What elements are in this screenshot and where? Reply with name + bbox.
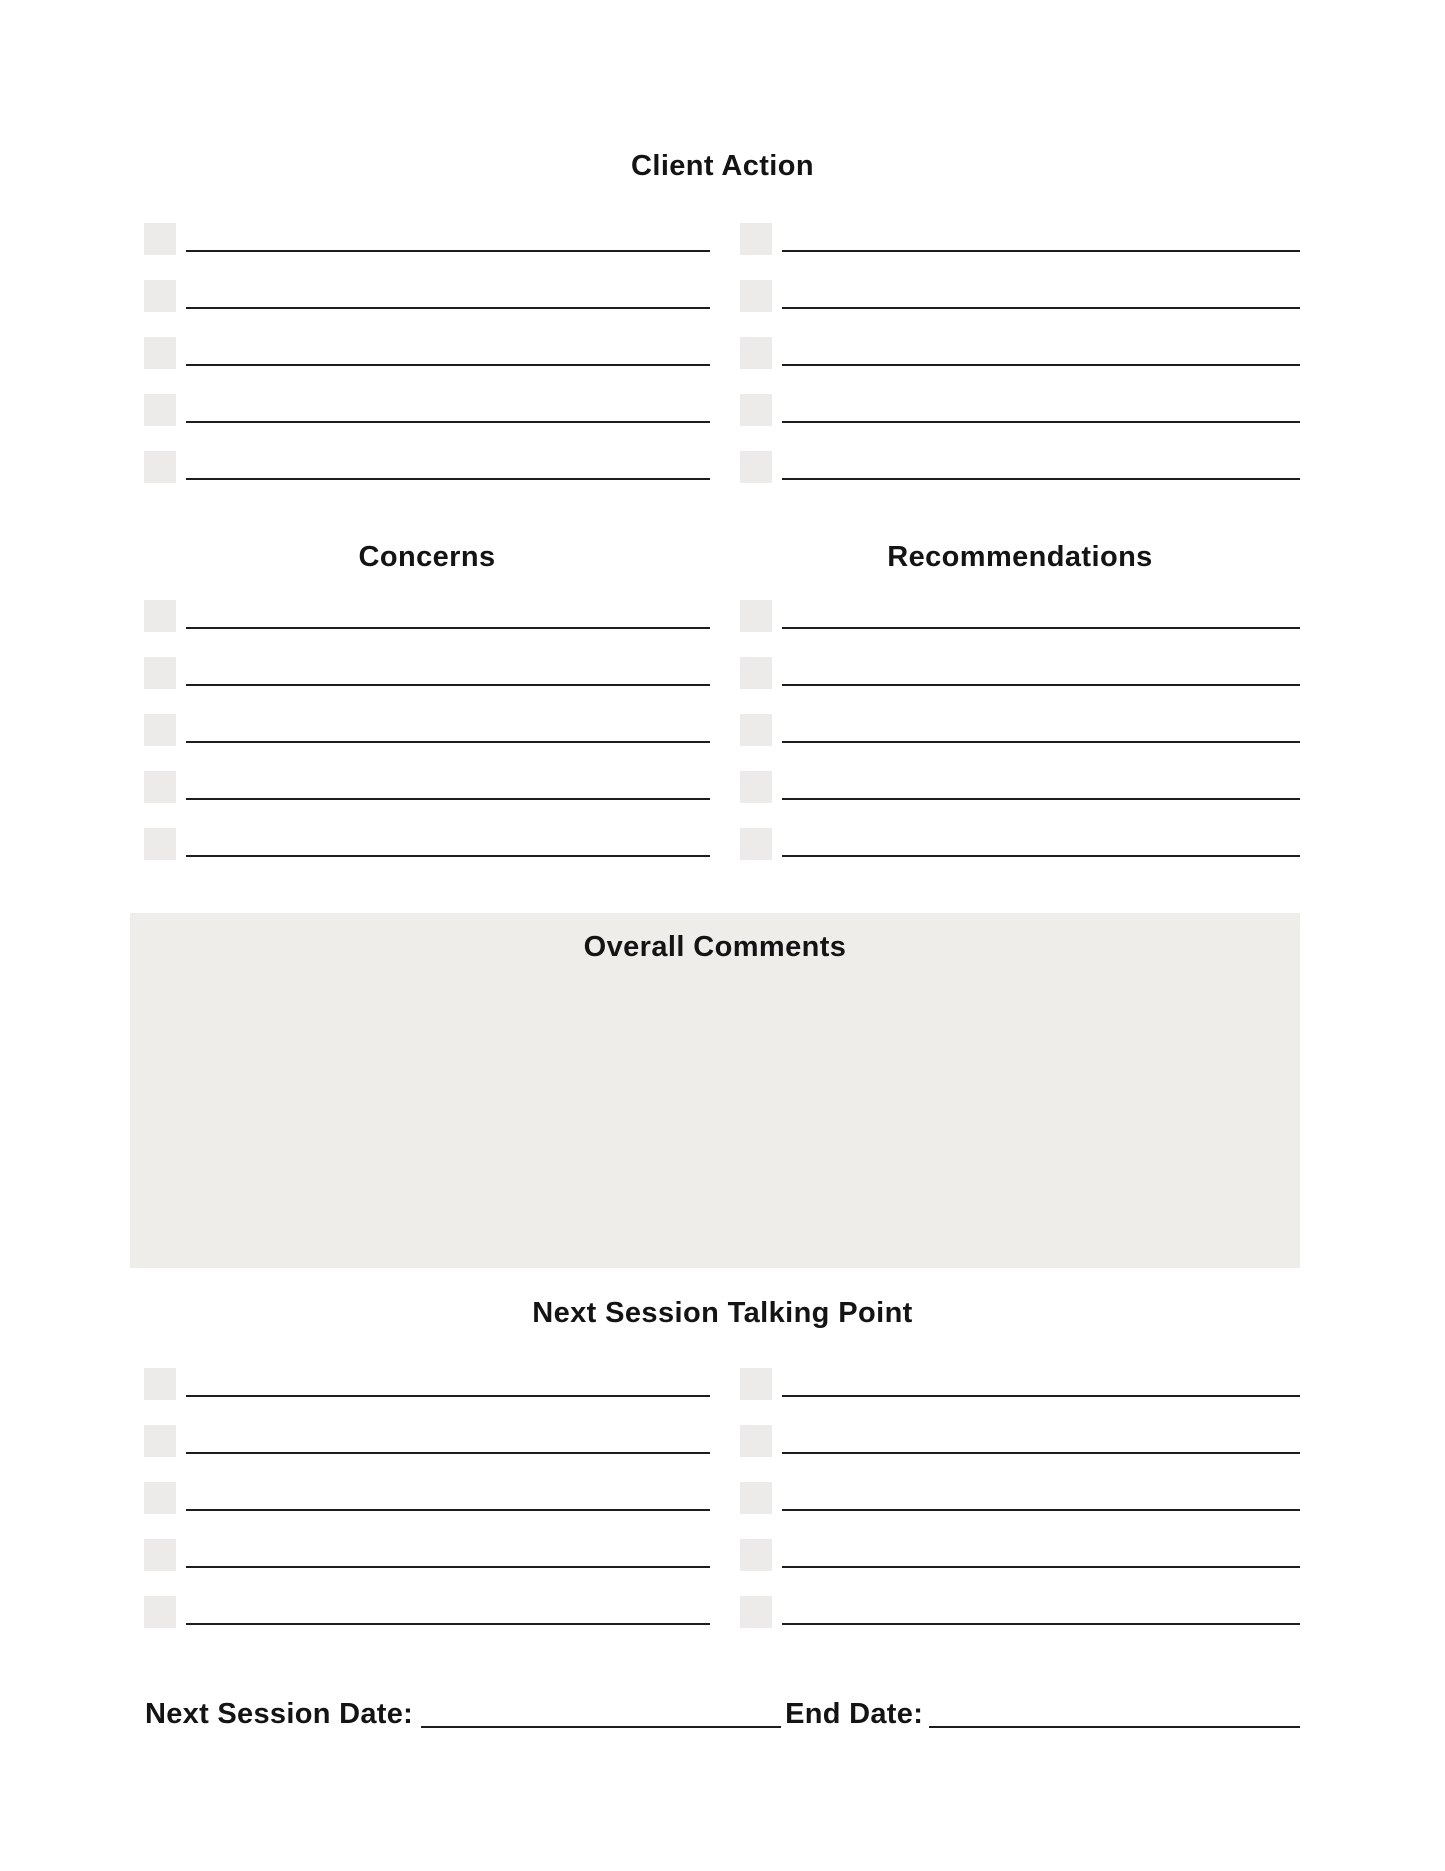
next-session-column-right (740, 1368, 1300, 1628)
entry-line[interactable] (782, 280, 1300, 309)
checklist-row (740, 1596, 1300, 1628)
next-session-talking-point-title: Next Session Talking Point (532, 1297, 913, 1329)
checkbox[interactable] (740, 223, 772, 255)
entry-line[interactable] (186, 337, 710, 366)
checkbox[interactable] (740, 394, 772, 426)
checklist-row (740, 657, 1300, 689)
entry-line[interactable] (186, 714, 710, 743)
entry-line[interactable] (782, 337, 1300, 366)
next-session-column-left (144, 1368, 710, 1628)
checkbox[interactable] (144, 1539, 176, 1571)
checklist-row (740, 280, 1300, 312)
entry-line[interactable] (782, 451, 1300, 480)
checkbox[interactable] (740, 1482, 772, 1514)
entry-line[interactable] (782, 828, 1300, 857)
checkbox[interactable] (740, 771, 772, 803)
concerns-column (144, 600, 710, 860)
entry-line[interactable] (186, 600, 710, 629)
next-session-checklist (0, 1368, 1445, 1628)
checkbox[interactable] (740, 714, 772, 746)
end-date-label: End Date: (785, 1698, 924, 1730)
checklist-row (740, 1539, 1300, 1571)
checkbox[interactable] (144, 394, 176, 426)
checkbox[interactable] (144, 280, 176, 312)
checkbox[interactable] (740, 600, 772, 632)
checklist-row (144, 657, 710, 689)
entry-line[interactable] (186, 223, 710, 252)
entry-line[interactable] (782, 1539, 1300, 1568)
checklist-row (144, 714, 710, 746)
entry-line[interactable] (782, 771, 1300, 800)
overall-comments-input[interactable] (130, 963, 1300, 1253)
checklist-row (144, 223, 710, 255)
footer-dates-row (145, 1697, 1300, 1731)
checklist-row (144, 337, 710, 369)
checkbox[interactable] (144, 714, 176, 746)
entry-line[interactable] (782, 1425, 1300, 1454)
checkbox[interactable] (144, 1482, 176, 1514)
checklist-row (144, 394, 710, 426)
client-action-column-left (144, 223, 710, 483)
entry-line[interactable] (186, 1425, 710, 1454)
entry-line[interactable] (186, 828, 710, 857)
checkbox[interactable] (740, 1596, 772, 1628)
client-action-column-right (740, 223, 1300, 483)
checkbox[interactable] (740, 280, 772, 312)
end-date-input[interactable] (929, 1718, 1300, 1728)
checkbox[interactable] (144, 1368, 176, 1400)
checkbox[interactable] (144, 337, 176, 369)
checkbox[interactable] (144, 828, 176, 860)
client-action-title: Client Action (631, 150, 814, 182)
checkbox[interactable] (144, 657, 176, 689)
checklist-row (740, 394, 1300, 426)
checkbox[interactable] (144, 1425, 176, 1457)
entry-line[interactable] (782, 1596, 1300, 1625)
checklist-row (740, 771, 1300, 803)
checklist-row (144, 1539, 710, 1571)
overall-comments-box (130, 913, 1300, 1268)
entry-line[interactable] (782, 657, 1300, 686)
checklist-row (740, 1425, 1300, 1457)
overall-comments-title: Overall Comments (583, 931, 847, 963)
entry-line[interactable] (782, 223, 1300, 252)
entry-line[interactable] (186, 771, 710, 800)
concerns-recommendations-checklist (0, 600, 1445, 860)
entry-line[interactable] (186, 1368, 710, 1397)
checklist-row (740, 1368, 1300, 1400)
checklist-row (740, 337, 1300, 369)
checklist-row (144, 828, 710, 860)
checkbox[interactable] (144, 223, 176, 255)
checklist-row (740, 223, 1300, 255)
recommendations-column (740, 600, 1300, 860)
entry-line[interactable] (186, 280, 710, 309)
concerns-recommendations-headings (0, 541, 1445, 573)
checkbox[interactable] (740, 337, 772, 369)
checklist-row (144, 1425, 710, 1457)
checklist-row (740, 451, 1300, 483)
checkbox[interactable] (740, 451, 772, 483)
client-action-checklist (0, 223, 1445, 483)
checkbox[interactable] (740, 1539, 772, 1571)
recommendations-title: Recommendations (887, 541, 1153, 573)
entry-line[interactable] (186, 1539, 710, 1568)
entry-line[interactable] (186, 394, 710, 423)
checkbox[interactable] (144, 1596, 176, 1628)
next-session-date-label: Next Session Date: (145, 1698, 414, 1730)
checklist-row (740, 714, 1300, 746)
entry-line[interactable] (782, 394, 1300, 423)
checkbox[interactable] (144, 771, 176, 803)
checklist-row (740, 600, 1300, 632)
checklist-row (144, 1596, 710, 1628)
entry-line[interactable] (782, 1368, 1300, 1397)
concerns-title: Concerns (358, 541, 496, 573)
entry-line[interactable] (186, 657, 710, 686)
entry-line[interactable] (186, 451, 710, 480)
checkbox[interactable] (740, 1425, 772, 1457)
checkbox[interactable] (740, 657, 772, 689)
checkbox[interactable] (740, 1368, 772, 1400)
entry-line[interactable] (782, 714, 1300, 743)
checklist-row (144, 600, 710, 632)
checklist-row (740, 1482, 1300, 1514)
checklist-row (740, 828, 1300, 860)
checkbox[interactable] (144, 600, 176, 632)
checkbox[interactable] (740, 828, 772, 860)
checkbox[interactable] (144, 451, 176, 483)
entry-line[interactable] (186, 1482, 710, 1511)
checklist-row (144, 1482, 710, 1514)
checklist-row (144, 451, 710, 483)
checklist-row (144, 1368, 710, 1400)
entry-line[interactable] (782, 600, 1300, 629)
checklist-row (144, 280, 710, 312)
entry-line[interactable] (186, 1596, 710, 1625)
entry-line[interactable] (782, 1482, 1300, 1511)
next-session-date-input[interactable] (421, 1718, 781, 1728)
checklist-row (144, 771, 710, 803)
